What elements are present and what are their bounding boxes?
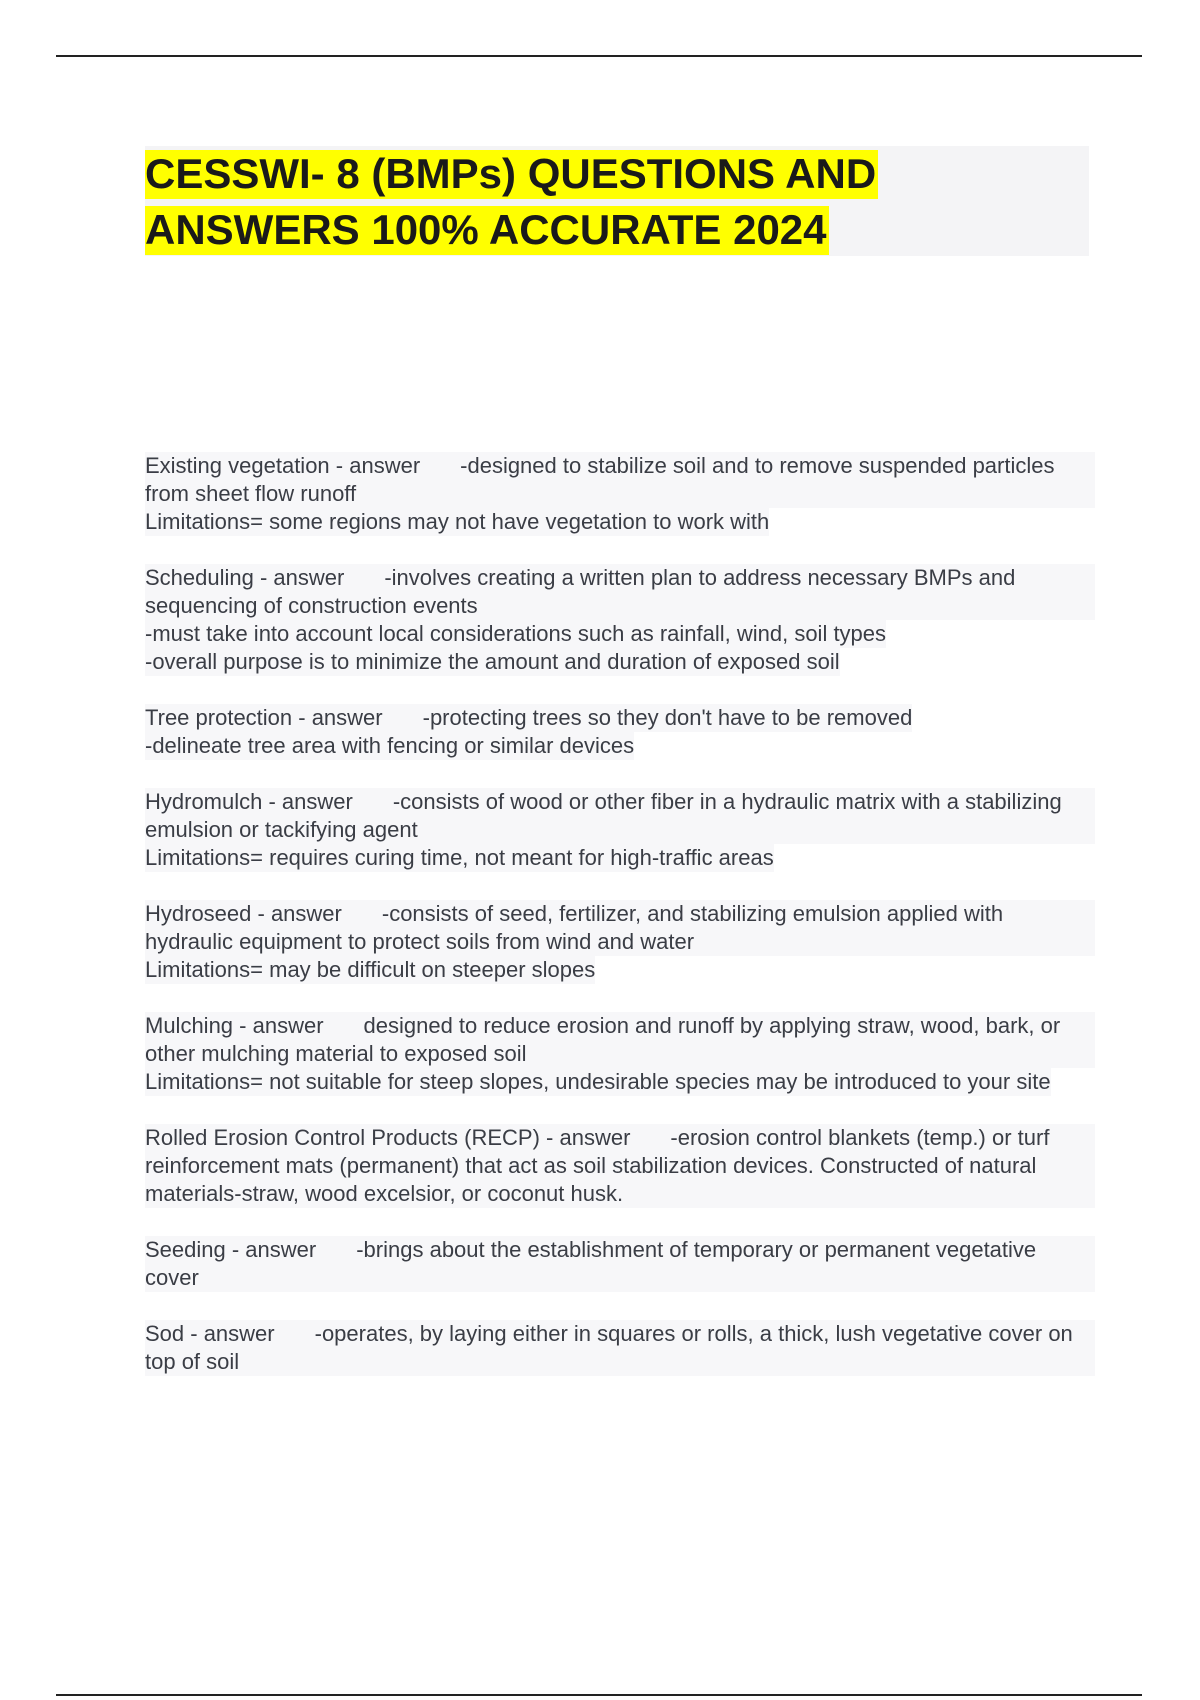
qa-note-line: Limitations= some regions may not have vegetation to work with xyxy=(145,509,770,534)
qa-definition: -designed to stabilize soil and to remove suspended particles from sheet flow runoff xyxy=(145,453,1061,506)
qa-note-line: -overall purpose is to minimize the amount and duration of exposed soil xyxy=(145,649,840,674)
qa-term: Seeding - answer xyxy=(145,1237,317,1262)
qa-item xyxy=(145,788,1095,872)
qa-definition: -brings about the establishment of temporary or permanent vegetative cover xyxy=(145,1237,1043,1290)
qa-entry-text xyxy=(145,564,1095,620)
qa-entry-text xyxy=(145,1124,1095,1208)
qa-item xyxy=(145,1124,1095,1208)
title-line-1: CESSWI- 8 (BMPs) QUESTIONS AND xyxy=(145,150,877,197)
qa-term: Tree protection - answer xyxy=(145,705,383,730)
qa-entry-text xyxy=(145,452,1095,508)
qa-definition: -consists of seed, fertilizer, and stabilizing emulsion applied with hydraulic equipment to protect soils from wind and water xyxy=(145,901,1010,954)
qa-term: Scheduling - answer xyxy=(145,565,345,590)
qa-term: Hydromulch - answer xyxy=(145,789,353,814)
qa-term: Hydroseed - answer xyxy=(145,901,342,926)
qa-definition: -protecting trees so they don't have to be removed xyxy=(422,705,913,730)
qa-definition: -involves creating a written plan to address necessary BMPs and sequencing of construction events xyxy=(145,565,1022,618)
qa-item xyxy=(145,1012,1095,1096)
qa-entry-text xyxy=(145,1320,1095,1376)
qa-entry-text xyxy=(145,1012,1095,1068)
qa-entry-text xyxy=(145,900,1095,956)
top-rule xyxy=(56,55,1142,57)
qa-entry-text xyxy=(145,1236,1095,1292)
qa-note-line: Limitations= requires curing time, not meant for high-traffic areas xyxy=(145,845,774,870)
qa-note-line: Limitations= not suitable for steep slopes, undesirable species may be introduced to your site xyxy=(145,1069,1051,1094)
document-title xyxy=(145,146,1005,258)
qa-list xyxy=(145,452,1095,1404)
qa-definition: -consists of wood or other fiber in a hydraulic matrix with a stabilizing emulsion or tackifying agent xyxy=(145,789,1068,842)
qa-note-line: -delineate tree area with fencing or similar devices xyxy=(145,733,635,758)
qa-term: Rolled Erosion Control Products (RECP) - answer xyxy=(145,1125,631,1150)
qa-definition: designed to reduce erosion and runoff by applying straw, wood, bark, or other mulching material to exposed soil xyxy=(145,1013,1067,1066)
qa-term: Sod - answer xyxy=(145,1321,275,1346)
qa-entry-text xyxy=(145,704,912,732)
qa-item xyxy=(145,1236,1095,1292)
qa-entry-text xyxy=(145,788,1095,844)
title-line-2: ANSWERS 100% ACCURATE 2024 xyxy=(145,206,827,253)
qa-note-line: -must take into account local considerations such as rainfall, wind, soil types xyxy=(145,621,887,646)
bottom-rule xyxy=(56,1694,1142,1696)
qa-item xyxy=(145,900,1095,984)
qa-item xyxy=(145,564,1095,676)
qa-item xyxy=(145,704,1095,760)
qa-definition: -operates, by laying either in squares or rolls, a thick, lush vegetative cover on top of soil xyxy=(145,1321,1079,1374)
qa-item xyxy=(145,452,1095,536)
qa-term: Existing vegetation - answer xyxy=(145,453,421,478)
qa-note-line: Limitations= may be difficult on steeper slopes xyxy=(145,957,596,982)
qa-definition: -erosion control blankets (temp.) or turf reinforcement mats (permanent) that act as soil stabilization devices. Constructed of natural materials-straw, wood excelsior, or coconut husk. xyxy=(145,1125,1056,1206)
qa-item xyxy=(145,1320,1095,1376)
qa-term: Mulching - answer xyxy=(145,1013,324,1038)
